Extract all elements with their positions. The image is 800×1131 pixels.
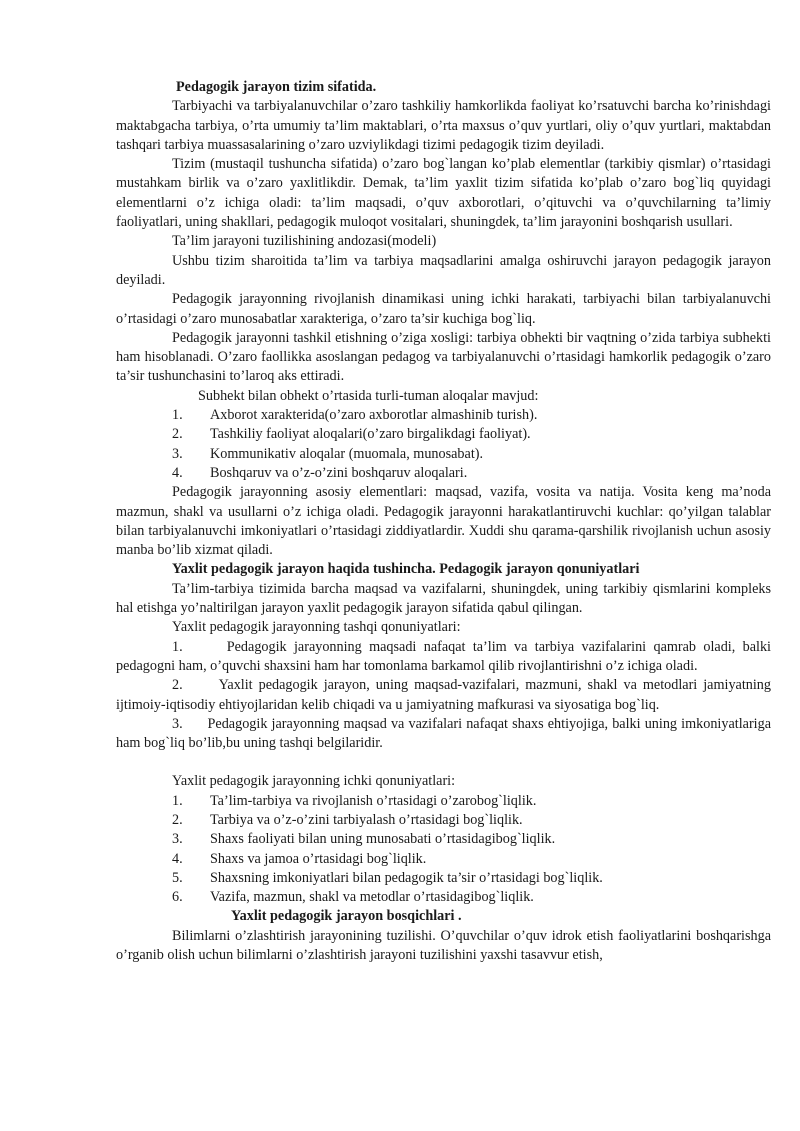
list-item xyxy=(116,792,771,811)
list-item xyxy=(116,445,771,464)
list-text: Boshqaruv va o’z-o’zini boshqaruv aloqalari. xyxy=(210,464,468,481)
relations-intro: Subhekt bilan obhekt o’rtasida turli-tuman aloqalar mavjud: xyxy=(198,387,539,404)
list-number: 6. xyxy=(172,889,183,906)
law-item: 3. Pedagogik jarayonning maqsad va vazifalari nafaqat shaxs ehtiyojiga, balki uning imkoniyatlariga ham bog`liq bo’lib,bu uning tashqi belgilaridir. xyxy=(116,715,771,752)
list-item xyxy=(116,811,771,830)
paragraph: Bilimlarni o’zlashtirish jarayonining tuzilishi. O’quvchilar o’quv idrok etish faoliyatlarini boshqarishga o’rganib olish uchun bilimlarni o’zlashtirish jarayoni tuzilishini yaxshi tasavvur etish, xyxy=(116,927,771,964)
internal-laws-list xyxy=(116,792,771,908)
list-item xyxy=(116,850,771,869)
list-text: Kommunikativ aloqalar (muomala, munosabat). xyxy=(210,445,484,462)
external-laws-intro: Yaxlit pedagogik jarayonning tashqi qonuniyatlari: xyxy=(172,619,461,636)
list-text: Shaxsning imkoniyatlari bilan pedagogik ta’sir o’rtasidagi bog`liqlik. xyxy=(210,869,603,886)
paragraph: Ta’lim-tarbiya tizimida barcha maqsad va vazifalarni, shuningdek, uning tarkibiy qismlarini kompleks hal etishga yo’naltirilgan jarayon yaxlit pedagogik jarayon sifatida qabul qilingan. xyxy=(116,580,771,617)
list-item xyxy=(116,406,771,425)
list-number: 4. xyxy=(172,464,183,481)
list-text: Vazifa, mazmun, shakl va metodlar o’rtasidagibog`liqlik. xyxy=(210,889,534,906)
list-number: 5. xyxy=(172,869,183,886)
list-text: Ta’lim-tarbiya va rivojlanish o’rtasidagi o’zarobog`liqlik. xyxy=(210,792,537,809)
document-page xyxy=(116,78,771,965)
list-item xyxy=(116,830,771,849)
law-item: 1. Pedagogik jarayonning maqsadi nafaqat ta’lim va tarbiya vazifalarini qamrab oladi, balki pedagogni ham, o’quvchi shaxsini ham har tomonlama barkamol qilib rivojlantirishni o’z ichiga oladi. xyxy=(116,638,771,674)
list-item xyxy=(116,869,771,888)
list-item xyxy=(116,888,771,907)
list-number: 2. xyxy=(172,811,183,828)
internal-laws-intro: Yaxlit pedagogik jarayonning ichki qonuniyatlari: xyxy=(172,773,456,790)
list-text: Tarbiya va o’z-o’zini tarbiyalash o’rtasidagi bog`liqlik. xyxy=(210,811,523,828)
page-title: Pedagogik jarayon tizim sifatida. xyxy=(176,79,377,95)
section-title: Yaxlit pedagogik jarayon bosqichlari . xyxy=(231,908,462,925)
list-item xyxy=(116,425,771,444)
relations-list xyxy=(116,406,771,483)
list-item xyxy=(116,464,771,483)
paragraph: Pedagogik jarayonning rivojlanish dinamikasi uning ichki harakati, tarbiyachi bilan tarbiyalanuvchi o’rtasidagi o’zaro munosabatlar xarakteriga, o’zaro ta’sir kuchiga bog`liq. xyxy=(116,291,771,327)
list-number: 1. xyxy=(172,407,183,424)
model-line: Ta’lim jarayoni tuzilishining andozasi(modeli) xyxy=(172,233,437,250)
paragraph: Tizim (mustaqil tushuncha sifatida) o’zaro bog`langan ko’plab elementlar (tarkibiy qismlar) o’rtasidagi mustahkam birlik va o’zaro yaxlitlikdir. Demak, ta’lim yaxlit tizim sifatida ko’plab o’zaro bog`liq quyidagi elementlarni o’z ichiga oladi: ta’lim maqsadi, o’quv axborotlari, o’qituvchi va o’quvchilarning ta’limiy faoliyatlari, uning shakllari, pedagogik muloqot vositalari, shuningdek, ta’lim jarayonini boshqarish usullari. xyxy=(116,156,771,231)
list-number: 2. xyxy=(172,426,183,443)
paragraph: Tarbiyachi va tarbiyalanuvchilar o’zaro tashkiliy hamkorlikda faoliyat ko’rsatuvchi barcha ko’rinishdagi maktabgacha tarbiya, o’rta umumiy ta’lim maktablari, o’rta maxsus o’quv yurtlari, oliy o’quv yurtlari, maktabdan tashqari tarbiya muassasalarining o’zaro uzviylikdagi tizimi pedagogik tizim deyiladi. xyxy=(116,98,771,153)
list-text: Shaxs faoliyati bilan uning munosabati o’rtasidagibog`liqlik. xyxy=(210,831,556,848)
list-text: Shaxs va jamoa o’rtasidagi bog`liqlik. xyxy=(210,850,427,867)
list-text: Tashkiliy faoliyat aloqalari(o’zaro birgalikdagi faoliyat). xyxy=(210,426,531,443)
paragraph: Pedagogik jarayonning asosiy elementlari: maqsad, vazifa, vosita va natija. Vosita keng ma’noda mazmun, shakl va usullarni o’z ichiga oladi. Pedagogik jarayonni harakatlantiruvchi kuchlar: qo’yilgan talablar bilan tarbiyalanuvchi imkoniyatlari o’rtasidagi ziddiyatlardir. Xuddi shu qarama-qarshilik rivojlanish uchun asosiy manba bo’lib xizmat qiladi. xyxy=(116,484,771,559)
paragraph: Ushbu tizim sharoitida ta’lim va tarbiya maqsadlarini amalga oshiruvchi jarayon pedagogik jarayon deyiladi. xyxy=(116,252,771,288)
list-text: Axborot xarakterida(o’zaro axborotlar almashinib turish). xyxy=(210,407,538,424)
paragraph: Pedagogik jarayonni tashkil etishning o’ziga xosligi: tarbiya obhekti bir vaqtning o’zida tarbiya subhekti ham hisoblanadi. O’zaro faollikka asoslangan pedagog va tarbiyalanuvchi o’rtasidagi hamkorlik pedagogik o’zaro ta’sir tushunchasini to’laroq aks ettiradi. xyxy=(116,329,771,385)
list-number: 3. xyxy=(172,831,183,848)
list-number: 1. xyxy=(172,792,183,809)
list-number: 4. xyxy=(172,850,183,867)
section-title: Yaxlit pedagogik jarayon haqida tushincha. Pedagogik jarayon qonuniyatlari xyxy=(172,561,640,578)
list-number: 3. xyxy=(172,445,183,462)
law-item: 2. Yaxlit pedagogik jarayon, uning maqsad-vazifalari, mazmuni, shakl va metodlari jamiyatning ijtimoiy-iqtisodiy ehtiyojlaridan kelib chiqadi va u jamiyatning mafkurasi va siyosatiga bog`liq. xyxy=(116,677,771,713)
spacer xyxy=(116,753,771,772)
